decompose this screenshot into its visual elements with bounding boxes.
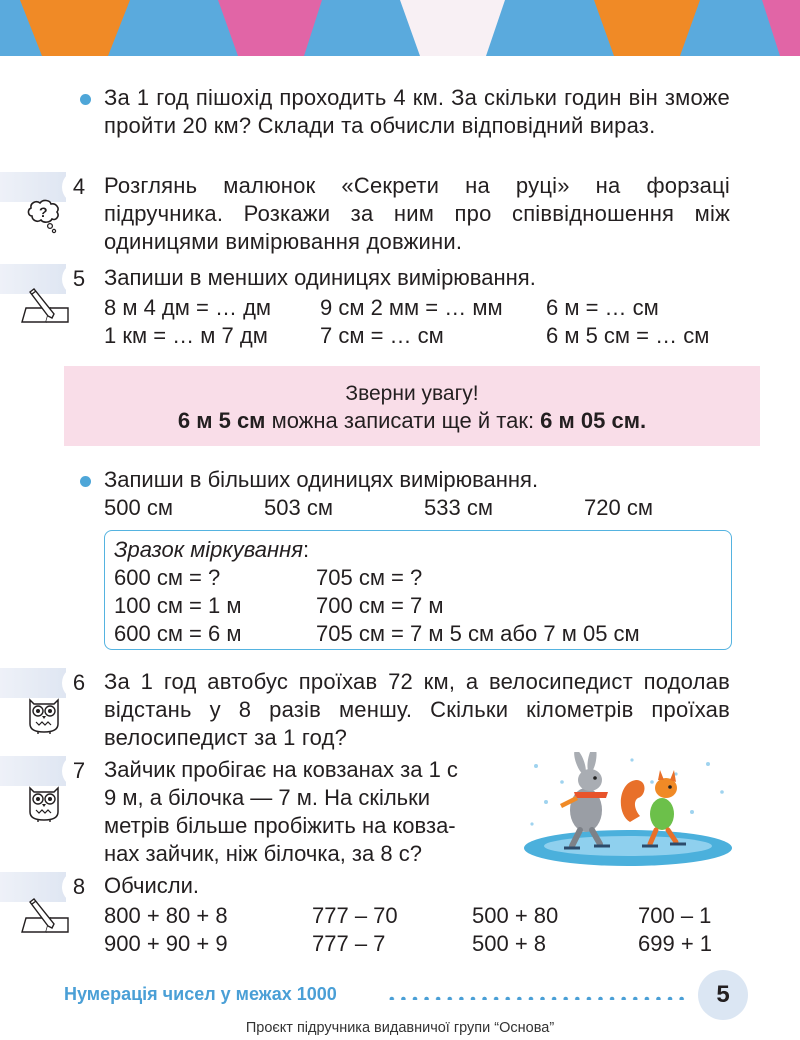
bigger-value-4: 720 см [584,495,653,520]
top-banner [0,0,800,56]
task-5-r2c1: 1 км = … м 7 дм [104,323,268,348]
task-7-line-3: метрів більше пробіжить на ковза- [104,813,456,838]
sample-r1c2: 705 см = ? [316,565,423,590]
task-5-title: Запиши в менших одиницях вимірювання. [104,265,536,290]
task-8-number: 8 [62,870,96,904]
sample-r2c2: 700 см = 7 м [316,593,444,618]
task-8-r2c3: 500 + 8 [472,931,547,956]
task-6-text: За 1 год автобус проїхав 72 км, а велосипедист подолав відстань у 8 разів меншу. Скільки кілометрів проїхав велосипедист за 1 год? [104,669,730,750]
sample-title-italic: Зразок міркування [114,537,303,562]
task-8-r2c2: 777 – 7 [312,931,386,956]
owl-icon [24,694,64,734]
note-heading: Зверни увагу! [345,382,479,405]
note-bold-1: 6 м 5 см [177,408,266,433]
writing-pencil-icon-2 [20,898,70,934]
task-5-r1c1: 8 м 4 дм = … дм [104,295,272,320]
task-4-text: Розглянь малюнок «Секрети на руці» на форзаці підручника. Розкажи за ним про співвідношення між одиницями вимірювання довжини. [104,173,730,254]
task-7-number: 7 [62,754,96,788]
note-bold-2: 6 м 05 см. [540,408,647,433]
sample-title [114,536,309,564]
attention-note [64,366,760,446]
skating-illustration [522,752,736,868]
owl-icon-2 [24,782,64,822]
sample-r2c1: 100 см = 1 м [114,593,242,618]
task-5-r1c2: 9 см 2 мм = … мм [320,295,503,320]
task-intro-text: За 1 год пішохід проходить 4 км. За скільки годин він зможе пройти 20 км? Склади та обчисли відповідний вираз. [104,85,730,138]
bullet-dot-2 [80,476,91,487]
task-8-title: Обчисли. [104,873,199,898]
publisher-credit: Проєкт підручника видавничої групи “Основа” [245,1020,555,1036]
sample-r1c1: 600 см = ? [114,565,221,590]
sample-r3c2: 705 см = 7 м 5 см або 7 м 05 см [316,621,640,646]
task-8-r2c1: 900 + 90 + 9 [104,931,228,956]
sample-r3c1: 600 см = 6 м [114,621,242,646]
page-number: 5 [698,970,748,1020]
bigger-value-2: 503 см [264,495,333,520]
task-bigger-title: Запиши в більших одиницях вимірювання. [104,467,539,492]
task-6-number: 6 [62,666,96,700]
note-middle: можна записати ще й так: [265,408,541,433]
note-body [64,408,760,434]
task-5-r2c2: 7 см = … см [320,323,444,348]
sample-title-colon: : [303,537,310,562]
task-8-r1c1: 800 + 80 + 8 [104,903,228,928]
task-7-line-1: Зайчик пробігає на ковзанах за 1 с [104,757,458,782]
bigger-value-3: 533 см [424,495,493,520]
task-8-r2c4: 699 + 1 [638,931,713,956]
task-5-r1c3: 6 м = … см [546,295,659,320]
bullet-dot [80,94,91,105]
task-8-r1c4: 700 – 1 [638,903,712,928]
footer-section-title: Нумерація чисел у межах 1000 [64,984,337,1004]
task-5-number: 5 [62,262,96,296]
task-5-r2c3: 6 м 5 см = … см [546,323,710,348]
footer-dotted-leader [386,996,686,1000]
task-7-line-2: 9 м, а білочка — 7 м. На скільки [104,785,431,810]
task-7-line-4: нах зайчик, ніж білочка, за 8 с? [104,841,422,866]
writing-pencil-icon [20,288,70,324]
task-8-r1c3: 500 + 80 [472,903,559,928]
thinking-bubble-icon [24,198,64,236]
bigger-value-1: 500 см [104,495,173,520]
svg-text:?: ? [39,204,48,220]
task-8-r1c2: 777 – 70 [312,903,398,928]
task-4-number: 4 [62,170,96,204]
